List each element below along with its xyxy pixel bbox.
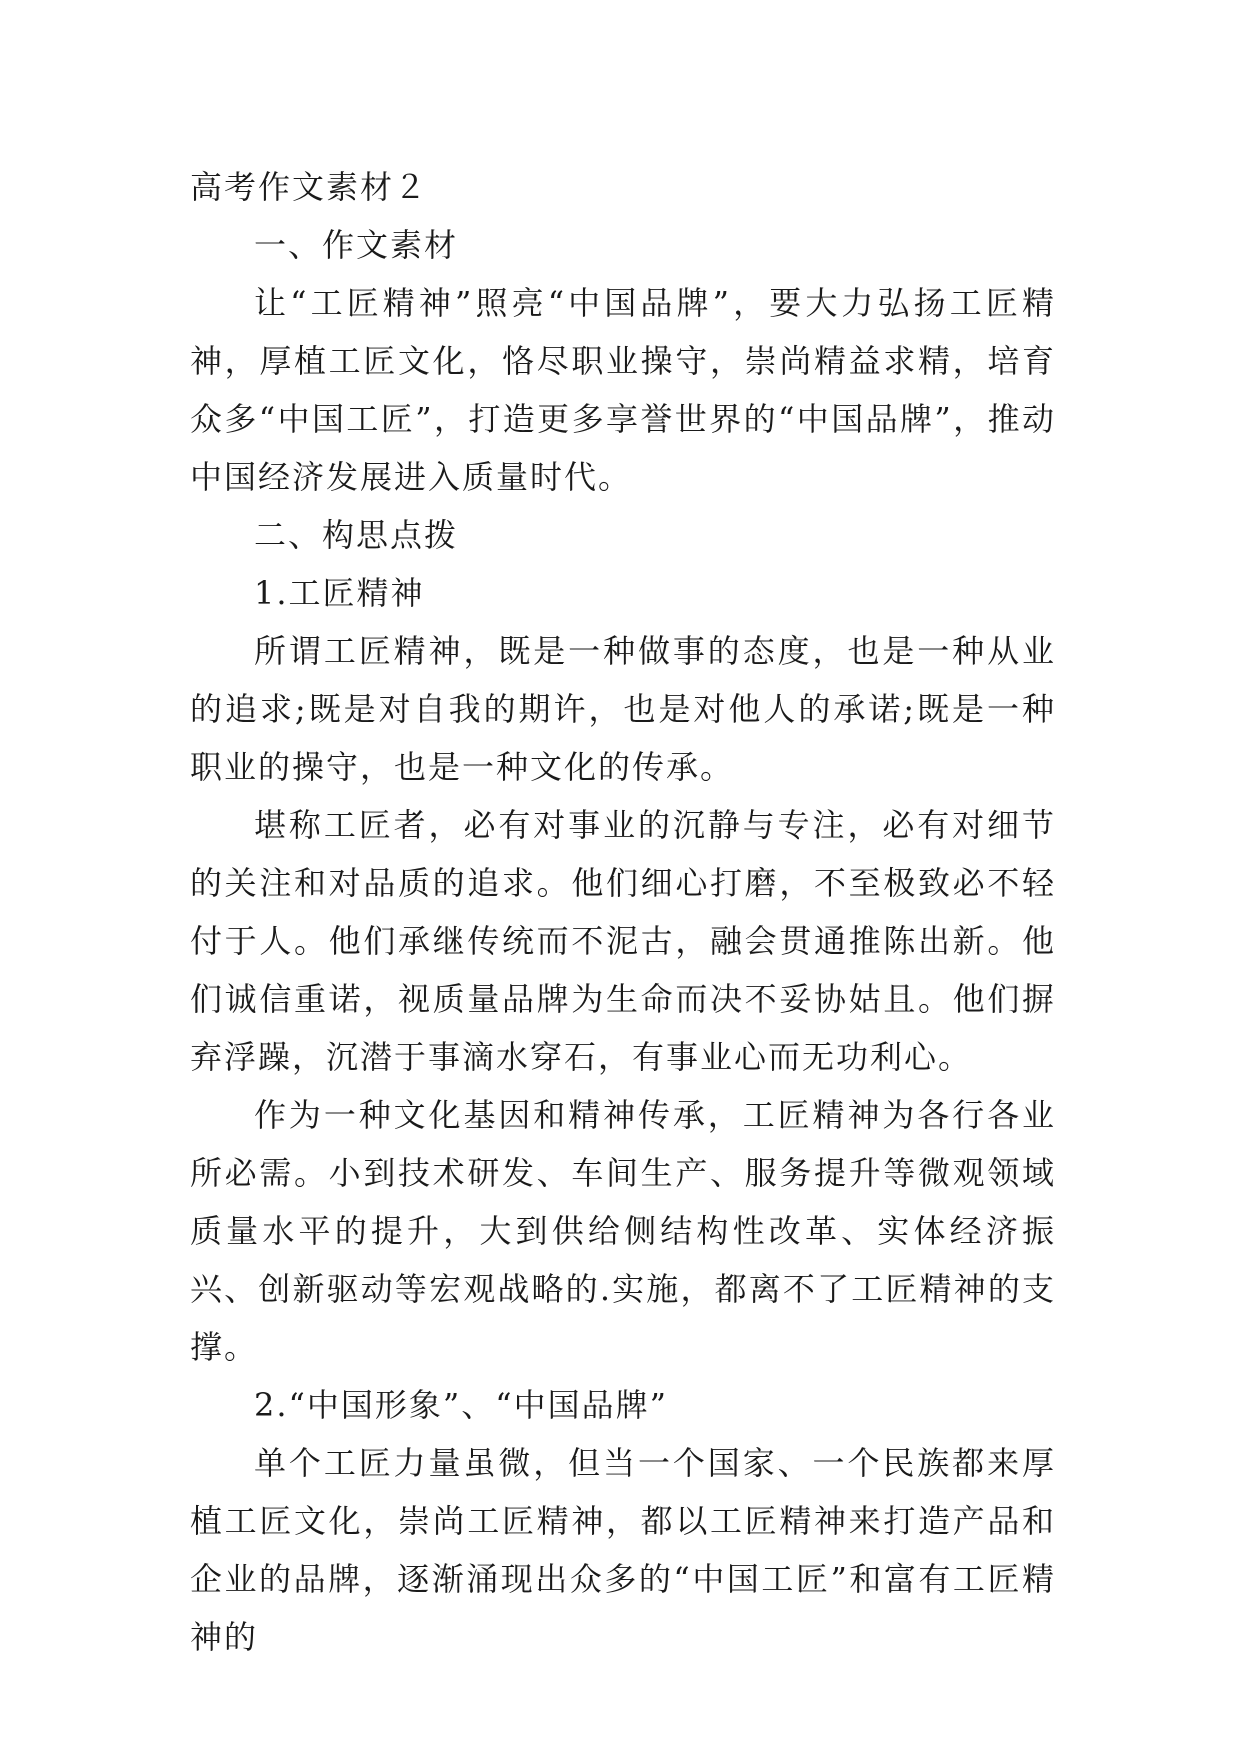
subheading-craftsman-spirit: 1.工匠精神 <box>254 574 425 612</box>
document-page <box>190 158 1056 1666</box>
document-title: 高考作文素材２ <box>190 168 429 206</box>
section-heading-material: 一、作文素材 <box>254 226 459 264</box>
paragraph-craftsman-traits: 堪称工匠者，必有对事业的沉静与专注，必有对细节的关注和对品质的追求。他们细心打磨，不至极致必不轻付于人。他们承继传统而不泥古，融会贯通推陈出新。他们诚信重诺，视质量品牌为生命而决不妥协姑且。他们摒弃浮躁，沉潜于事滴水穿石，有事业心而无功利心。 <box>190 806 1056 1076</box>
subheading-china-image: 2.“中国形象”、“中国品牌” <box>254 1386 668 1424</box>
paragraph-material: 让“工匠精神”照亮“中国品牌”，要大力弘扬工匠精神，厚植工匠文化，恪尽职业操守，崇尚精益求精，培育众多“中国工匠”，打造更多享誉世界的“中国品牌”，推动中国经济发展进入质量时代。 <box>190 284 1056 496</box>
paragraph-cultural-gene: 作为一种文化基因和精神传承，工匠精神为各行各业所必需。小到技术研发、车间生产、服务提升等微观领域质量水平的提升，大到供给侧结构性改革、实体经济振兴、创新驱动等宏观战略的.实施，都离不了工匠精神的支撑。 <box>190 1096 1056 1366</box>
paragraph-single-craftsman: 单个工匠力量虽微，但当一个国家、一个民族都来厚植工匠文化，崇尚工匠精神，都以工匠精神来打造产品和企业的品牌，逐渐涌现出众多的“中国工匠”和富有工匠精神的 <box>190 1444 1056 1656</box>
section-heading-ideas: 二、构思点拨 <box>254 516 459 554</box>
paragraph-definition: 所谓工匠精神，既是一种做事的态度，也是一种从业的追求;既是对自我的期许，也是对他人的承诺;既是一种职业的操守，也是一种文化的传承。 <box>190 632 1056 786</box>
